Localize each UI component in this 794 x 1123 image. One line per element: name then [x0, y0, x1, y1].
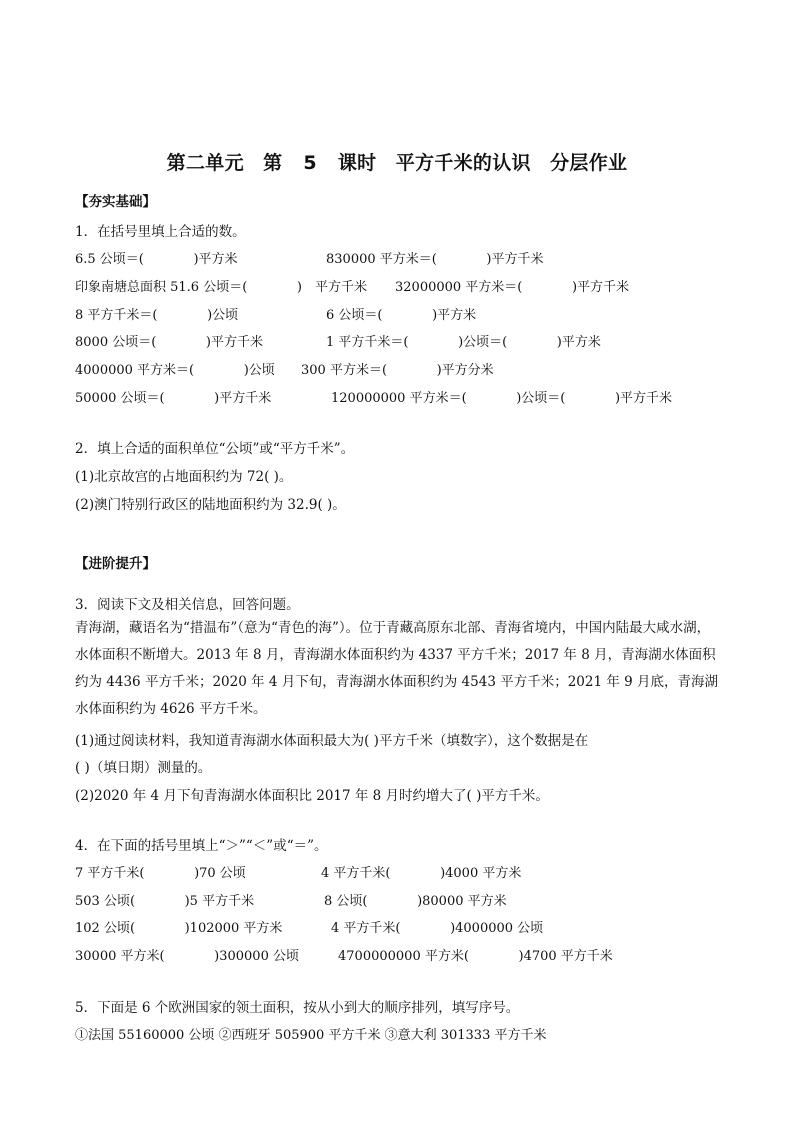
fill-item: 6.5 公顷＝( )平方米 — [75, 252, 238, 267]
question-2-item-1: (1)北京故宫的占地面积约为 72( )。 — [75, 469, 293, 485]
compare-item: 102 公顷( )102000 平方米 — [75, 921, 283, 936]
compare-item: 4 平方千米( )4000 平方米 — [321, 866, 522, 881]
fill-item: 300 平方米＝( )平方分米 — [301, 363, 494, 378]
question-3-passage: 青海湖，藏语名为“措温布”（意为“青色的海”）。位于青藏高原东北部、青海省境内，中国内陆最大咸水湖，水体面积不断增大。2013 年 8 月，青海湖水体面积约为 4337 平方千米；2017 年 8 月，青海湖水体面积约为 4436 平方千米；2020 年 4 月下旬，青海湖水体面积约为 4543 平方千米；2021 年 9 月底，青海湖水体面积约为 4626 平方千米。 — [75, 620, 719, 717]
section-heading-advanced: 【进阶提升】 — [75, 556, 156, 572]
fill-item: 8000 公顷＝( )平方千米 — [75, 335, 263, 350]
question-4-prompt: 4．在下面的括号里填上“＞”“＜”或“＝”。 — [75, 838, 328, 854]
fill-item: 830000 平方米＝( )平方千米 — [326, 252, 544, 267]
compare-item: 7 平方千米( )70 公顷 — [75, 866, 246, 881]
question-3-prompt: 3．阅读下文及相关信息，回答问题。 — [75, 597, 300, 613]
fill-item: 50000 公顷＝( )平方千米 — [75, 391, 272, 406]
question-5-prompt: 5．下面是 6 个欧洲国家的领土面积，按从小到大的顺序排列，填写序号。 — [75, 1000, 520, 1016]
question-2-prompt: 2．填上合适的面积单位“公顷”或“平方千米”。 — [75, 441, 355, 457]
compare-item: 503 公顷( )5 平方千米 — [75, 894, 255, 909]
question-1-prompt: 1．在括号里填上合适的数。 — [75, 224, 246, 240]
compare-item: 4 平方千米( )4000000 公顷 — [331, 921, 544, 936]
fill-item: 4000000 平方米＝( )公顷 — [75, 363, 275, 378]
fill-item: 120000000 平方米＝( )公顷＝( )平方千米 — [331, 391, 673, 406]
fill-item: 8 平方千米＝( )公顷 — [75, 308, 239, 323]
fill-item: 1 平方千米＝( )公顷＝( )平方米 — [326, 335, 601, 350]
fill-item: 32000000 平方米＝( )平方千米 — [395, 280, 630, 295]
question-2-item-2: (2)澳门特别行政区的陆地面积约为 32.9( )。 — [75, 497, 346, 513]
compare-item: 8 公顷( )80000 平方米 — [324, 894, 507, 909]
compare-item: 30000 平方米( )300000 公顷 — [75, 949, 299, 964]
fill-item: 6 公顷＝( )平方米 — [326, 308, 477, 323]
page-title: 第二单元 第 5 课时 平方千米的认识 分层作业 — [166, 152, 628, 174]
question-3-sub-1: (1)通过阅读材料，我知道青海湖水体面积最大为( )平方千米（填数字），这个数据是在 — [75, 733, 589, 749]
compare-item: 4700000000 平方米( )4700 平方千米 — [338, 949, 613, 964]
section-heading-basic: 【夯实基础】 — [75, 194, 156, 210]
question-3-sub-2: (2)2020 年 4 月下旬青海湖水体面积比 2017 年 8 月时约增大了( )平方千米。 — [75, 788, 549, 804]
question-3-sub-1-cont: ( )（填日期）测量的。 — [75, 760, 212, 776]
fill-item: 印象南塘总面积 51.6 公顷＝( ) 平方千米 — [75, 280, 367, 295]
question-5-countries: ①法国 55160000 公顷 ②西班牙 505900 平方千米 ③意大利 301333 平方千米 — [75, 1028, 547, 1043]
